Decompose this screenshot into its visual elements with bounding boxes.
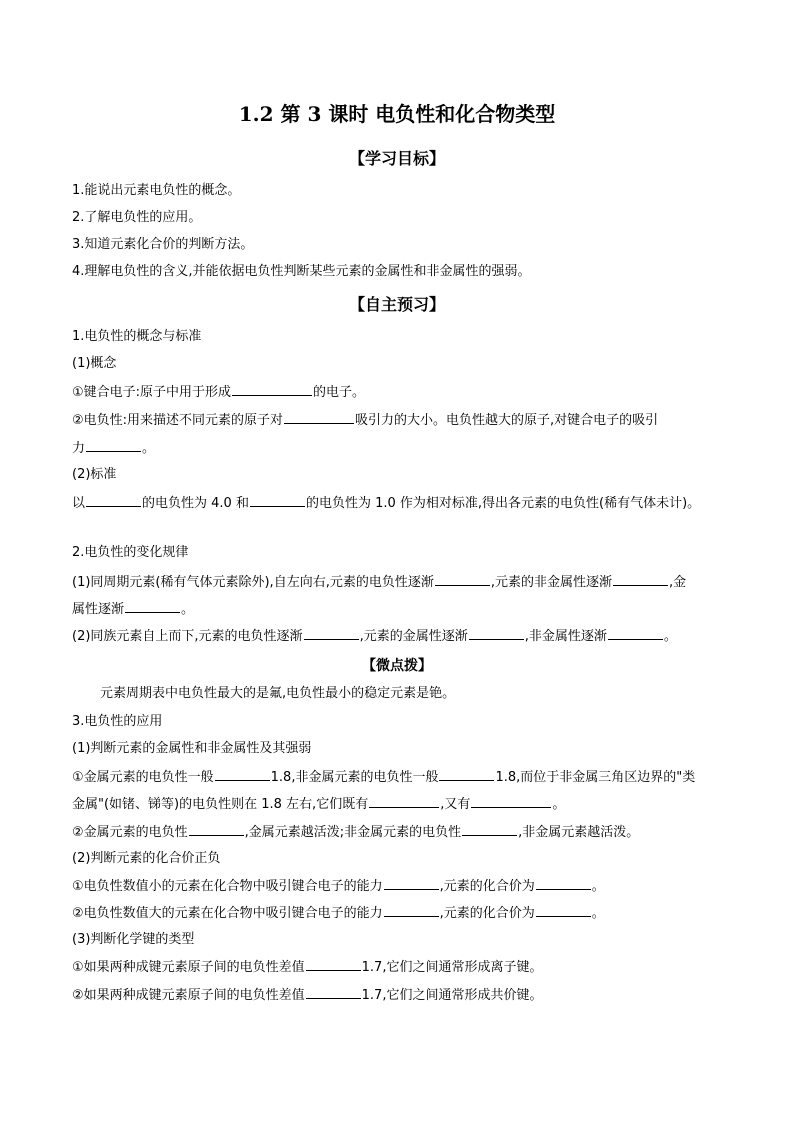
s3-heading: 3.电负性的应用 xyxy=(72,714,163,729)
s3-item-b2: ②电负性数值大的元素在化合物中吸引键合电子的能力 ,元素的化合价为 。 xyxy=(72,906,605,921)
blank[interactable] xyxy=(369,795,439,808)
blank[interactable] xyxy=(384,904,439,917)
blank[interactable] xyxy=(471,795,551,808)
blank[interactable] xyxy=(608,627,663,640)
s2-heading: 2.电负性的变化规律 xyxy=(72,545,189,560)
s1-heading: 1.电负性的概念与标准 xyxy=(72,329,202,344)
s3-item-d2: ②如果两种成键元素原子间的电负性差值 1.7,它们之间通常形成共价键。 xyxy=(72,988,543,1003)
blank[interactable] xyxy=(306,958,361,971)
tip-text: 元素周期表中电负性最大的是氟,电负性最小的稳定元素是铯。 xyxy=(100,686,456,701)
blank[interactable] xyxy=(435,573,490,586)
section-heading-goals: 【学习目标】 xyxy=(348,149,445,168)
blank[interactable] xyxy=(86,439,141,452)
s3-item-a2: ②金属元素的电负性 ,金属元素越活泼;非金属元素的电负性 ,非金属元素越活泼。 xyxy=(72,825,640,840)
s3-item-a1: ①金属元素的电负性一般 1.8,非金属元素的电负性一般 1.8,而位于非金属三角区边界的"类 xyxy=(72,770,696,785)
blank[interactable] xyxy=(189,823,244,836)
s3-sub-3: (3)判断化学键的类型 xyxy=(72,932,195,947)
blank[interactable] xyxy=(462,823,517,836)
s1-concept-2: ②电负性:用来描述不同元素的原子对 吸引力的大小。电负性越大的原子,对键合电子的吸引 xyxy=(72,413,659,428)
goal-4: 4.理解电负性的含义,并能依据电负性判断某些元素的金属性和非金属性的强弱。 xyxy=(72,264,531,279)
s1-standard: (2)标准 xyxy=(72,467,117,482)
s3-sub-2: (2)判断元素的化合价正负 xyxy=(72,851,221,866)
s3-item-a1-cont: 金属"(如锗、锑等)的电负性则在 1.8 左右,它们既有 ,又有 。 xyxy=(72,797,566,812)
goal-3: 3.知道元素化合价的判断方法。 xyxy=(72,237,254,252)
s3-item-d1: ①如果两种成键元素原子间的电负性差值 1.7,它们之间通常形成离子键。 xyxy=(72,960,543,975)
goal-1: 1.能说出元素电负性的概念。 xyxy=(72,183,241,198)
s1-concept-1: ①键合电子:原子中用于形成 的电子。 xyxy=(72,385,366,400)
blank[interactable] xyxy=(232,383,312,396)
tip-heading: 【微点拨】 xyxy=(362,658,432,674)
s2-period-rule: (1)同周期元素(稀有气体元素除外),自左向右,元素的电负性逐渐 ,元素的非金属性逐渐 ,金 xyxy=(72,575,687,590)
s1-concept: (1)概念 xyxy=(72,356,117,371)
s1-standard-text: 以 的电负性为 4.0 和 的电负性为 1.0 作为相对标准,得出各元素的电负性(稀有气体未计)。 xyxy=(72,496,701,511)
section-heading-preview: 【自主预习】 xyxy=(348,295,445,314)
blank[interactable] xyxy=(86,494,141,507)
blank[interactable] xyxy=(215,768,270,781)
s2-group-rule: (2)同族元素自上而下,元素的电负性逐渐 ,元素的金属性逐渐 ,非金属性逐渐 。 xyxy=(72,629,677,644)
blank[interactable] xyxy=(536,877,591,890)
blank[interactable] xyxy=(250,494,305,507)
blank[interactable] xyxy=(306,986,361,999)
page-title: 1.2 第 3 课时 电负性和化合物类型 xyxy=(238,102,556,126)
blank[interactable] xyxy=(304,627,359,640)
blank[interactable] xyxy=(384,877,439,890)
blank[interactable] xyxy=(439,768,494,781)
goal-2: 2.了解电负性的应用。 xyxy=(72,210,202,225)
s1-concept-2-cont: 力 。 xyxy=(72,441,156,456)
s3-sub-1: (1)判断元素的金属性和非金属性及其强弱 xyxy=(72,741,312,756)
blank[interactable] xyxy=(613,573,668,586)
s3-item-b1: ①电负性数值小的元素在化合物中吸引键合电子的能力 ,元素的化合价为 。 xyxy=(72,879,605,894)
blank[interactable] xyxy=(284,411,354,424)
blank[interactable] xyxy=(125,600,180,613)
blank[interactable] xyxy=(469,627,524,640)
s2-period-rule-cont: 属性逐渐 。 xyxy=(72,602,195,617)
blank[interactable] xyxy=(536,904,591,917)
